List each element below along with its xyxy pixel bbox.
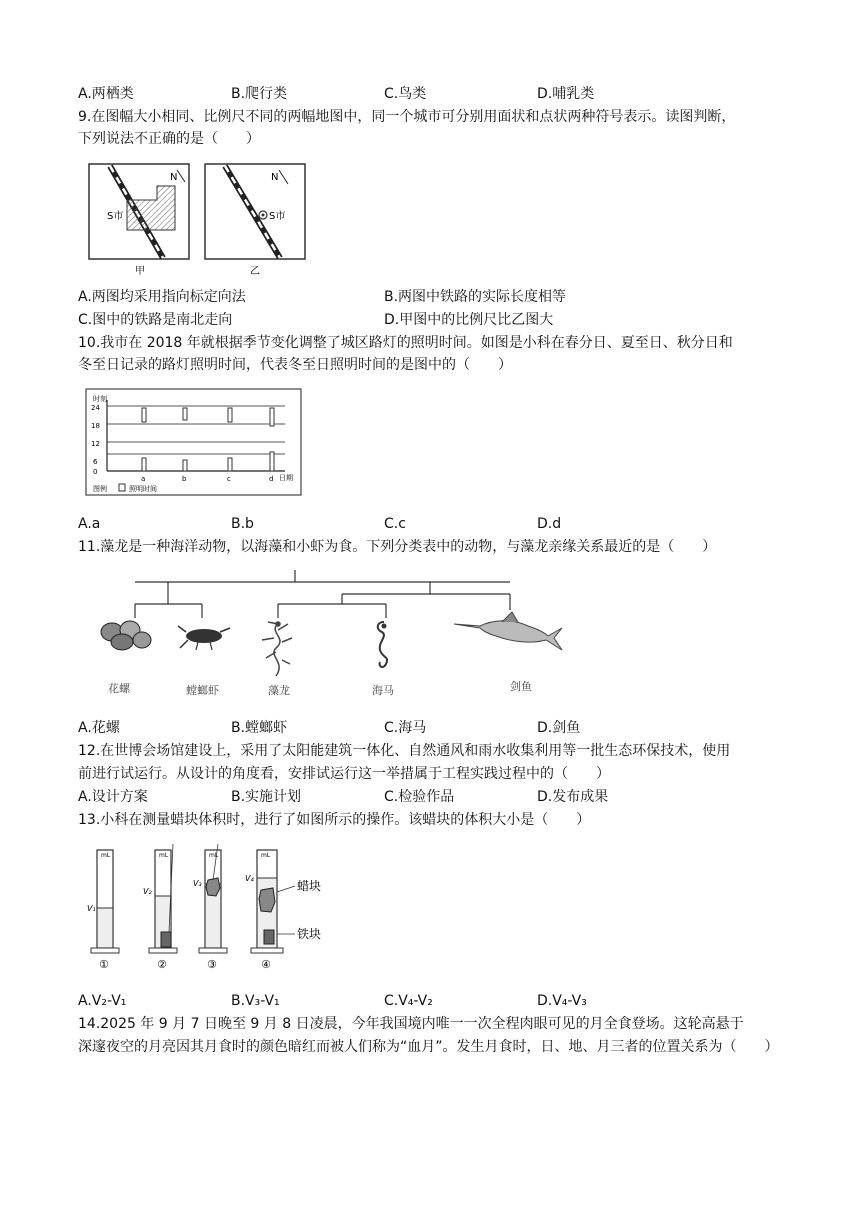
cylinder-number-3: ③ — [207, 958, 217, 971]
q13-option-d[interactable]: D.V₄-V₃ — [537, 993, 587, 1009]
cylinder-4 — [245, 850, 321, 953]
q11-classification-tree — [92, 566, 572, 701]
q11-option-c[interactable]: C.海马 — [384, 720, 427, 736]
q9-option-b[interactable]: B.两图中铁路的实际长度相等 — [384, 289, 567, 305]
unit-label-3: mL — [209, 852, 219, 859]
q12-option-c[interactable]: C.检验作品 — [384, 789, 455, 805]
map-jia-caption: 甲 — [135, 266, 145, 277]
label-swordfish: 剑鱼 — [510, 680, 532, 693]
map-yi-city-label: S市 — [269, 211, 286, 222]
bar-d-morning — [270, 452, 274, 471]
y-tick-24: 24 — [91, 404, 100, 412]
bar-a-evening — [142, 408, 146, 422]
q12-stem-line1: 12.在世博会场馆建设上，采用了太阳能建筑一体化、自然通风和雨水收集利用等一批生态环保技术，使用 — [78, 743, 731, 759]
q12-stem-line2: 前进行试运行。从设计的角度看，安排试运行这一举措属于工程实践过程中的（ ） — [78, 766, 610, 782]
q9-option-c[interactable]: C.图中的铁路是南北走向 — [78, 312, 233, 328]
bar-d-evening — [270, 408, 274, 426]
q8-option-c[interactable]: C.鸟类 — [384, 86, 427, 102]
map-yi-caption: 乙 — [250, 266, 260, 277]
q9-stem-line1: 9.在图幅大小相同、比例尺不同的两幅地图中，同一个城市可分别用面状和点状两种符号表示。读图判断， — [78, 109, 736, 125]
iron-block-2 — [161, 932, 171, 947]
q11-option-d[interactable]: D.剑鱼 — [537, 720, 581, 736]
y-tick-12: 12 — [91, 440, 100, 448]
legend-swatch-icon — [119, 484, 125, 491]
label-huaxie: 花螺 — [108, 682, 130, 695]
q11-option-b[interactable]: B.螳螂虾 — [231, 720, 288, 736]
mantis-shrimp-icon — [178, 626, 230, 650]
q14-stem-line1: 14.2025 年 9 月 7 日晚至 9 月 8 日凌晨，今年我国境内唯一一次全程肉眼可见的月全食登场。这轮高悬于 — [78, 1016, 744, 1032]
cylinder-3 — [193, 844, 227, 953]
x-label-c: c — [227, 475, 231, 483]
map-jia-city-label: S市 — [107, 211, 124, 222]
q12-option-a[interactable]: A.设计方案 — [78, 789, 148, 805]
iron-block-4 — [264, 930, 274, 944]
q13-option-b[interactable]: B.V₃-V₁ — [231, 993, 280, 1009]
v1-label: V₁ — [87, 904, 96, 913]
cylinder-number-2: ② — [157, 958, 167, 971]
q14-stem-line2: 深邃夜空的月亮因其月食时的颜色暗红而被人们称为“血月”。发生月食时，日、地、月三者的位置关系为（ ） — [78, 1039, 779, 1055]
svg-text:N: N — [170, 172, 178, 183]
y-tick-0: 0 — [93, 468, 98, 476]
swordfish-icon — [454, 612, 562, 650]
x-axis-title: 日期 — [279, 474, 293, 482]
q10-lighting-chart — [85, 388, 303, 498]
wax-block-4 — [259, 888, 275, 912]
q11-option-a[interactable]: A.花螺 — [78, 720, 120, 736]
q9-option-a[interactable]: A.两图均采用指向标定向法 — [78, 289, 246, 305]
q10-option-b[interactable]: B.b — [231, 516, 254, 532]
wax-block-3 — [206, 878, 220, 896]
seahorse-icon — [378, 622, 387, 667]
q8-option-a[interactable]: A.两栖类 — [78, 86, 134, 102]
svg-text:N: N — [271, 172, 279, 183]
x-label-a: a — [141, 475, 146, 483]
q9-map-figure — [85, 158, 325, 280]
bar-c-evening — [228, 408, 232, 422]
bar-b-morning — [183, 460, 187, 471]
x-label-d: d — [269, 475, 274, 483]
q8-option-d[interactable]: D.哺乳类 — [537, 86, 595, 102]
y-tick-18: 18 — [91, 422, 100, 430]
q11-stem-line1: 11.藻龙是一种海洋动物，以海藻和小虾为食。下列分类表中的动物，与藻龙亲缘关系最近的是（ ） — [78, 539, 717, 555]
cylinder-number-4: ④ — [261, 958, 271, 971]
label-mantis-shrimp: 螳螂虾 — [186, 684, 219, 697]
q8-option-b[interactable]: B.爬行类 — [231, 86, 288, 102]
q10-option-a[interactable]: A.a — [78, 516, 101, 532]
label-seadragon: 藻龙 — [268, 684, 290, 697]
v3-label: V₃ — [193, 879, 202, 888]
q13-cylinder-figure — [85, 842, 345, 974]
bar-a-morning — [142, 458, 146, 471]
unit-label-2: mL — [159, 852, 169, 859]
leafy-seadragon-icon — [262, 622, 292, 676]
q12-option-d[interactable]: D.发布成果 — [537, 789, 609, 805]
snail-shell-icon — [101, 621, 151, 650]
q10-option-d[interactable]: D.d — [537, 516, 562, 532]
cylinder-1 — [87, 850, 119, 953]
x-label-b: b — [182, 475, 187, 483]
q13-option-c[interactable]: C.V₄-V₂ — [384, 993, 433, 1009]
legend-item: 照明时间 — [129, 485, 157, 493]
q10-option-c[interactable]: C.c — [384, 516, 406, 532]
wax-block-label: 蜡块 — [297, 879, 322, 893]
q10-stem-line1: 10.我市在 2018 年就根据季节变化调整了城区路灯的照明时间。如图是小科在春分日、夏至日、秋分日和 — [78, 335, 733, 351]
v2-label: V₂ — [143, 887, 152, 896]
q10-stem-line2: 冬至日记录的路灯照明时间，代表冬至日照明时间的是图中的（ ） — [78, 357, 512, 373]
v4-label: V₄ — [245, 874, 254, 883]
q9-option-d[interactable]: D.甲图中的比例尺比乙图大 — [384, 312, 554, 328]
label-seahorse: 海马 — [372, 684, 394, 697]
cylinder-number-1: ① — [99, 958, 109, 971]
unit-label-1: mL — [101, 852, 111, 859]
unit-label-4: mL — [261, 852, 271, 859]
legend-title: 图例 — [93, 485, 107, 493]
q9-stem-line2: 下列说法不正确的是（ ） — [78, 131, 260, 147]
cylinder-2 — [143, 844, 177, 953]
q13-stem-line1: 13.小科在测量蜡块体积时，进行了如图所示的操作。该蜡块的体积大小是（ ） — [78, 812, 591, 828]
q12-option-b[interactable]: B.实施计划 — [231, 789, 302, 805]
bar-c-morning — [228, 458, 232, 471]
bar-b-evening — [183, 408, 187, 420]
y-tick-6: 6 — [93, 458, 98, 466]
iron-block-label: 铁块 — [297, 927, 322, 941]
y-axis-title: 时刻 — [93, 395, 107, 403]
q13-option-a[interactable]: A.V₂-V₁ — [78, 993, 127, 1009]
